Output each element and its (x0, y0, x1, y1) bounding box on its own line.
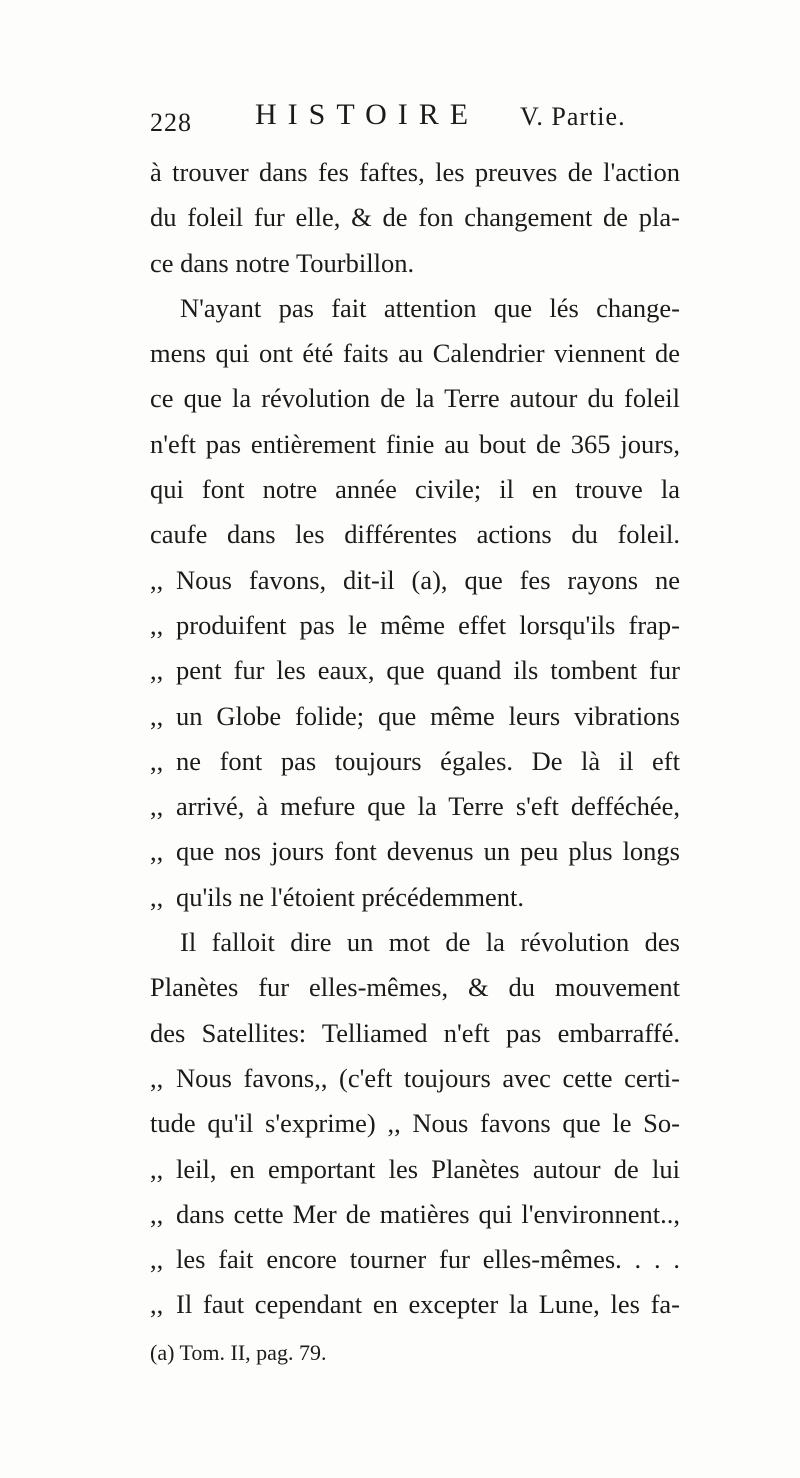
text-line: un Globe folide; que même leurs vibrations (176, 700, 680, 731)
text-line: Planètes fur elles-mêmes, & du mouvement (150, 972, 680, 1003)
page-header (150, 98, 670, 138)
footnote: (a) Tom. II, pag. 79. (150, 1340, 327, 1365)
text-line: les fait encore tourner fur elles-mêmes. . . . (176, 1244, 680, 1275)
quote-mark: ,, (150, 1198, 164, 1229)
text-line: leil, en emportant les Planètes autour de lui (176, 1153, 680, 1184)
quoted-line (150, 1237, 680, 1282)
text-line: que nos jours font devenus un peu plus longs (176, 836, 680, 867)
page-number: 228 (150, 108, 192, 137)
text-line: qu'ils ne l'étoient précédemment. (176, 881, 525, 912)
quote-mark: ,, (150, 881, 164, 912)
text-line: N'ayant pas fait attention que lés change- (180, 292, 680, 323)
quoted-line (150, 694, 680, 739)
quote-mark: ,, (150, 1244, 164, 1275)
quote-mark: ,, (150, 1062, 164, 1093)
text-line: Il falloit dire un mot de la révolution des (180, 927, 680, 958)
quote-mark: ,, (150, 1153, 164, 1184)
text-line: caufe dans les différentes actions du foleil. (150, 519, 680, 550)
text-line: dans cette Mer de matières qui l'environnent.., (176, 1198, 680, 1229)
running-title: HISTOIRE (255, 98, 480, 131)
text-line: mens qui ont été faits au Calendrier viennent de (150, 338, 680, 369)
text-line: produifent pas le même effet lorsqu'ils frap- (176, 609, 680, 640)
text-line: ce que la révolution de la Terre autour du foleil (150, 383, 680, 414)
text-line: n'eft pas entièrement finie au bout de 365 jours, (150, 428, 680, 459)
text-line: qui font notre année civile; il en trouve la (150, 474, 680, 505)
quoted-line (150, 648, 680, 693)
quote-mark: ,, (150, 791, 164, 822)
quote-mark: ,, (150, 655, 164, 686)
quoted-line (150, 1192, 680, 1237)
quote-mark: ,, (150, 836, 164, 867)
part-label: V. Partie. (520, 102, 626, 131)
text-line: du foleil fur elle, & de fon changement de pla- (150, 202, 680, 233)
text-line: tude qu'il s'exprime) ,, Nous favons que le So- (150, 1108, 680, 1139)
text-line: ce dans notre Tourbillon. (150, 247, 415, 278)
text-line: pent fur les eaux, que quand ils tombent fur (176, 655, 680, 686)
quoted-line (150, 1056, 680, 1101)
quoted-line (150, 1282, 680, 1327)
text-line: Nous favons,, (c'eft toujours avec cette certi- (176, 1062, 680, 1093)
quoted-line (150, 829, 680, 874)
quoted-line (150, 1147, 680, 1192)
quoted-line (150, 784, 680, 829)
quoted-line (150, 603, 680, 648)
text-line: ne font pas toujours égales. De là il eft (176, 745, 680, 776)
quote-mark: ,, (150, 609, 164, 640)
quote-mark: ,, (150, 700, 164, 731)
text-line: Il faut cependant en excepter la Lune, les fa- (176, 1289, 680, 1320)
quote-mark: ,, (150, 745, 164, 776)
quote-mark: ,, (150, 1289, 164, 1320)
quoted-line (150, 875, 680, 920)
text-line: à trouver dans fes faftes, les preuves de l'action (150, 157, 680, 187)
quoted-line (150, 739, 680, 784)
text-line: des Satellites: Telliamed n'eft pas embarraffé. (150, 1017, 680, 1048)
body-text (150, 150, 680, 1328)
text-line: Nous favons, dit-il (a), que fes rayons ne (176, 564, 680, 595)
quoted-line (150, 558, 680, 603)
text-line: arrivé, à mefure que la Terre s'eft defféchée, (176, 791, 680, 822)
quote-mark: ,, (150, 564, 164, 595)
